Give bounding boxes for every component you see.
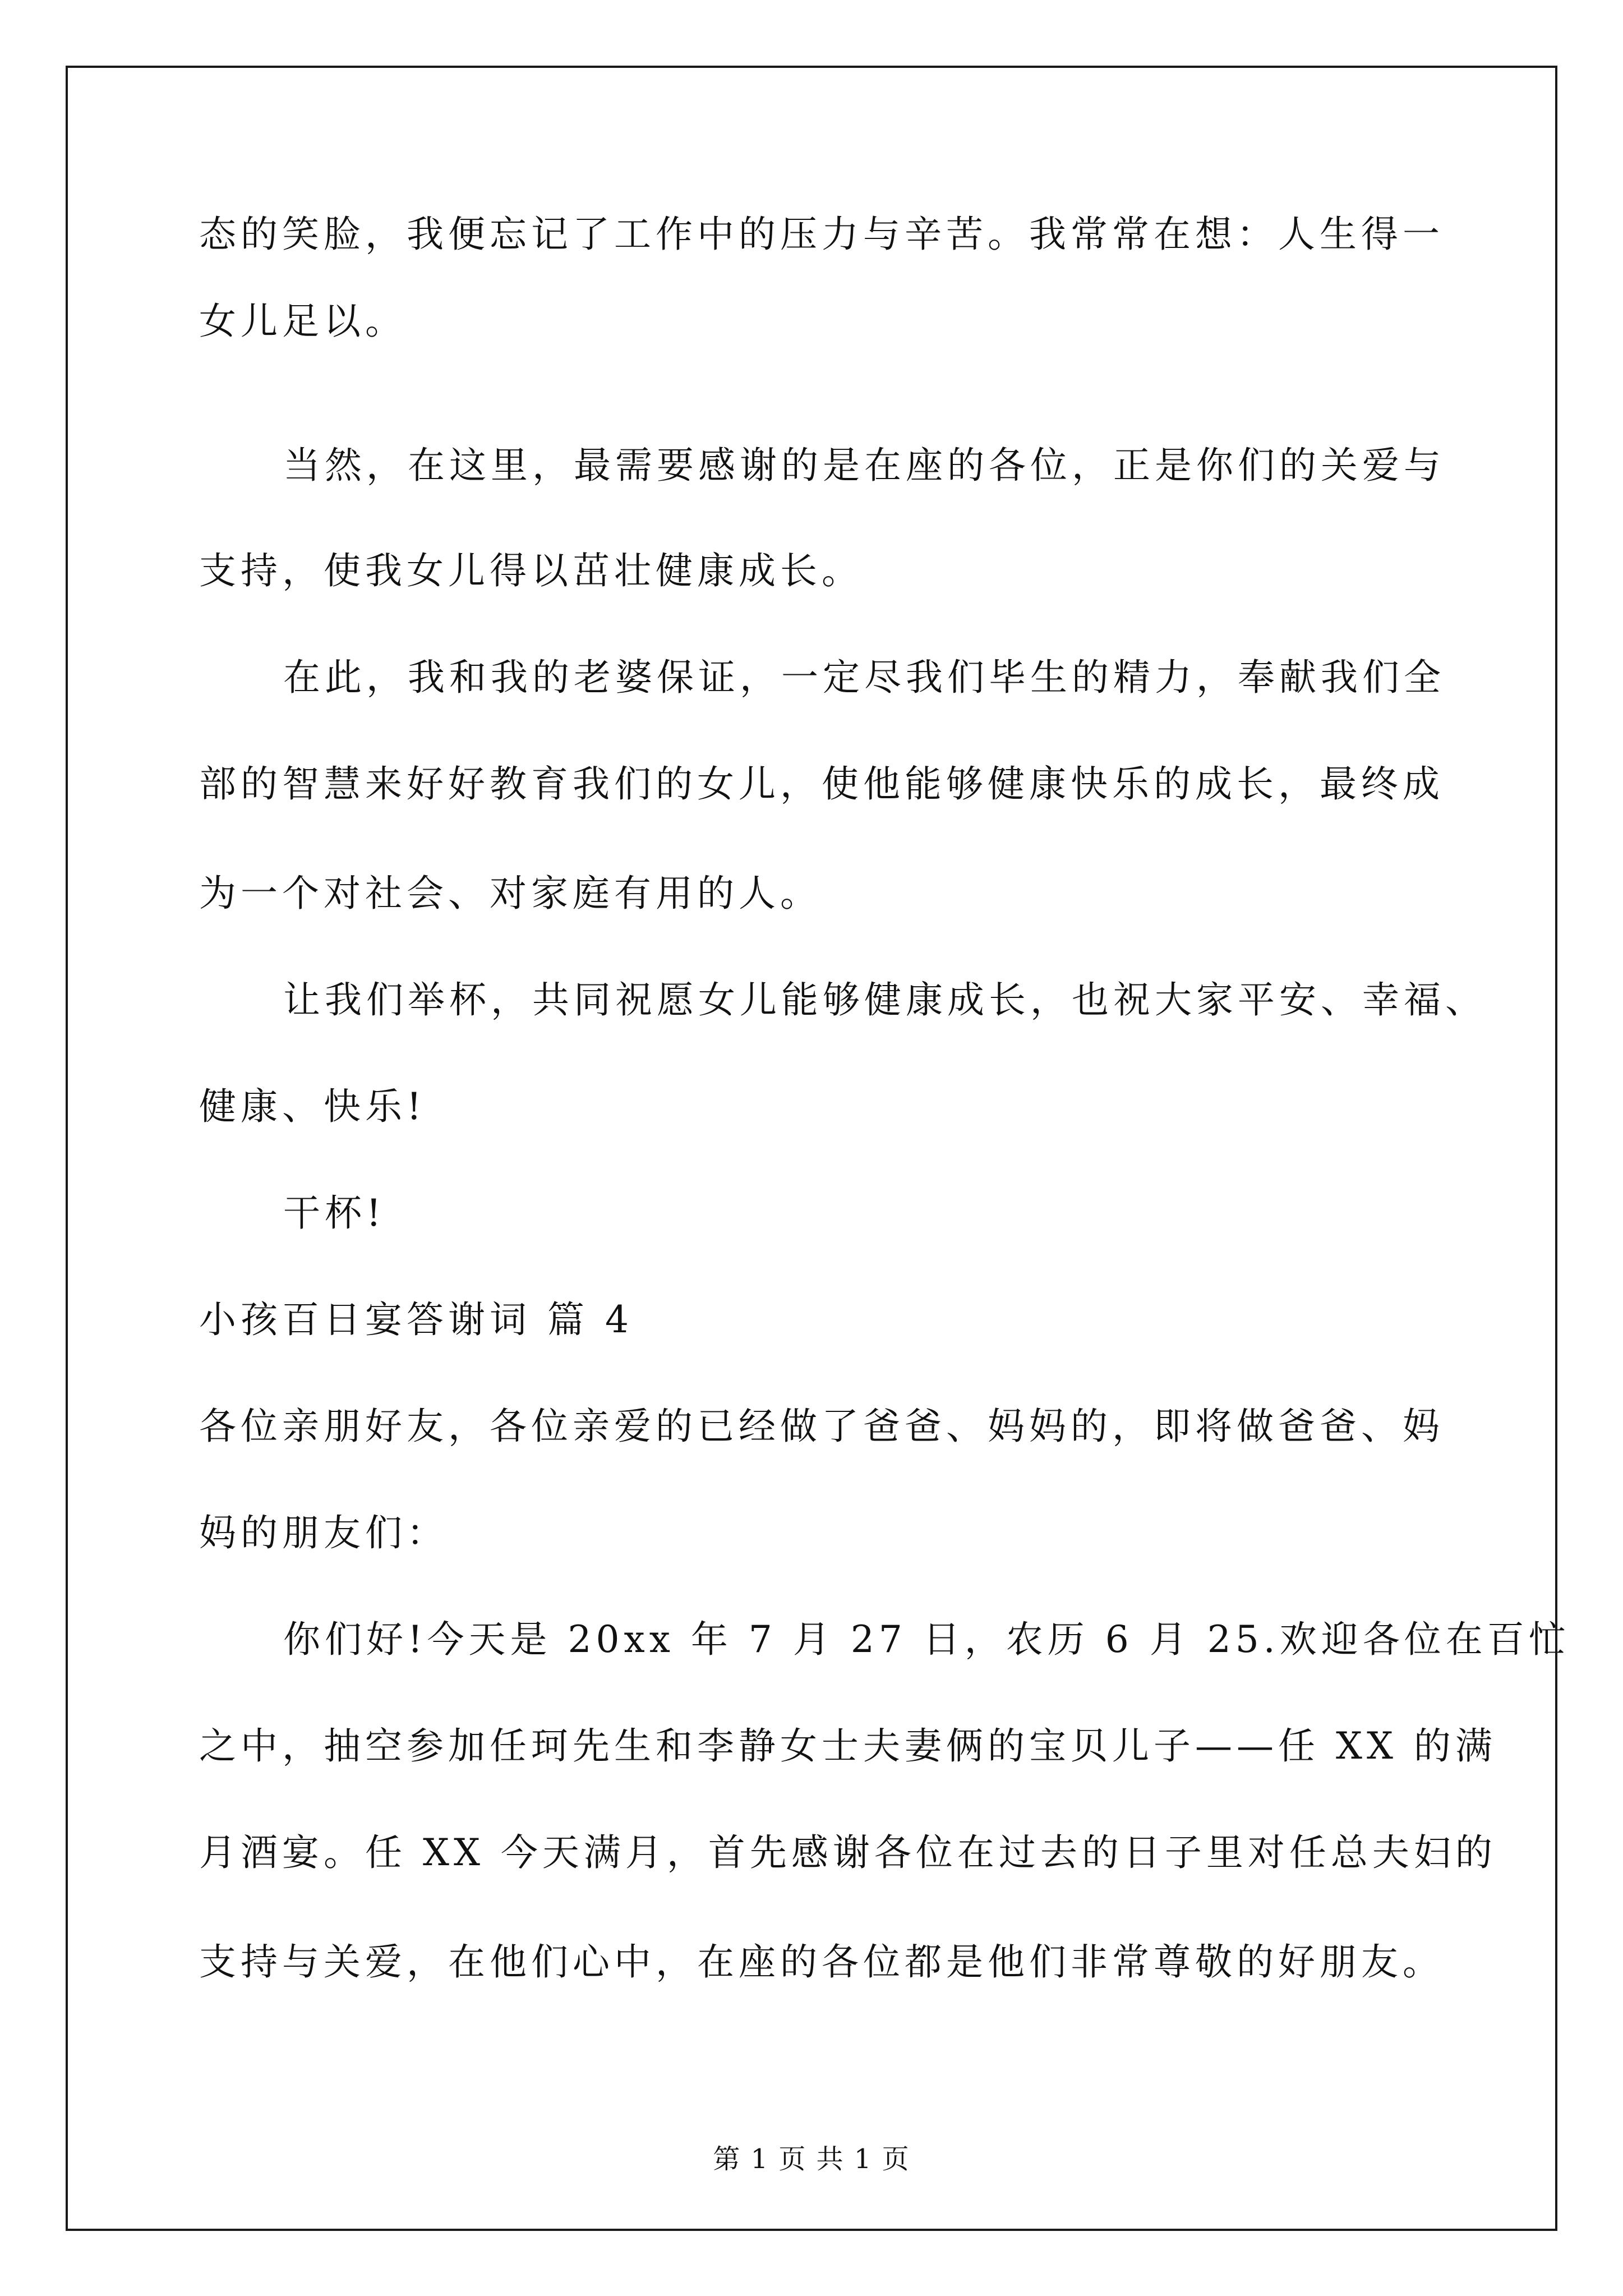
paragraph-line: 健康、快乐! <box>199 1085 426 1128</box>
paragraph-line: 妈的朋友们： <box>199 1511 448 1554</box>
paragraph-line: 让我们举杯，共同祝愿女儿能够健康成长，也祝大家平安、幸福、 <box>283 978 1487 1022</box>
paragraph-line: 在此，我和我的老婆保证，一定尽我们毕生的精力，奉献我们全 <box>283 656 1445 699</box>
paragraph-line: 女儿足以。 <box>199 300 407 343</box>
paragraph-line: 支持，使我女儿得以茁壮健康成长。 <box>199 549 863 592</box>
page-footer: 第 1 页 共 1 页 <box>713 2143 910 2175</box>
paragraph-line: 之中，抽空参加任珂先生和李静女士夫妻俩的宝贝儿子——任 XX 的满 <box>199 1724 1497 1768</box>
paragraph-line: 你们好!今天是 20xx 年 7 月 27 日，农历 6 月 25.欢迎各位在百忙 <box>283 1618 1570 1661</box>
paragraph-line: 各位亲朋好友，各位亲爱的已经做了爸爸、妈妈的，即将做爸爸、妈 <box>199 1405 1444 1448</box>
page-border <box>66 66 1557 2231</box>
paragraph-line: 支持与关爱，在他们心中，在座的各位都是他们非常尊敬的好朋友。 <box>199 1940 1444 1984</box>
paragraph-line: 当然，在这里，最需要感谢的是在座的各位，正是你们的关爱与 <box>283 444 1445 487</box>
section-heading: 小孩百日宴答谢词 篇 4 <box>199 1298 633 1341</box>
paragraph-line: 为一个对社会、对家庭有用的人。 <box>199 872 822 915</box>
paragraph-line: 干杯! <box>283 1191 386 1235</box>
paragraph-line: 态的笑脸，我便忘记了工作中的压力与辛苦。我常常在想：人生得一 <box>199 213 1444 256</box>
paragraph-line: 部的智慧来好好教育我们的女儿，使他能够健康快乐的成长，最终成 <box>199 762 1444 806</box>
paragraph-line: 月酒宴。任 XX 今天满月，首先感谢各位在过去的日子里对任总夫妇的 <box>199 1831 1497 1874</box>
